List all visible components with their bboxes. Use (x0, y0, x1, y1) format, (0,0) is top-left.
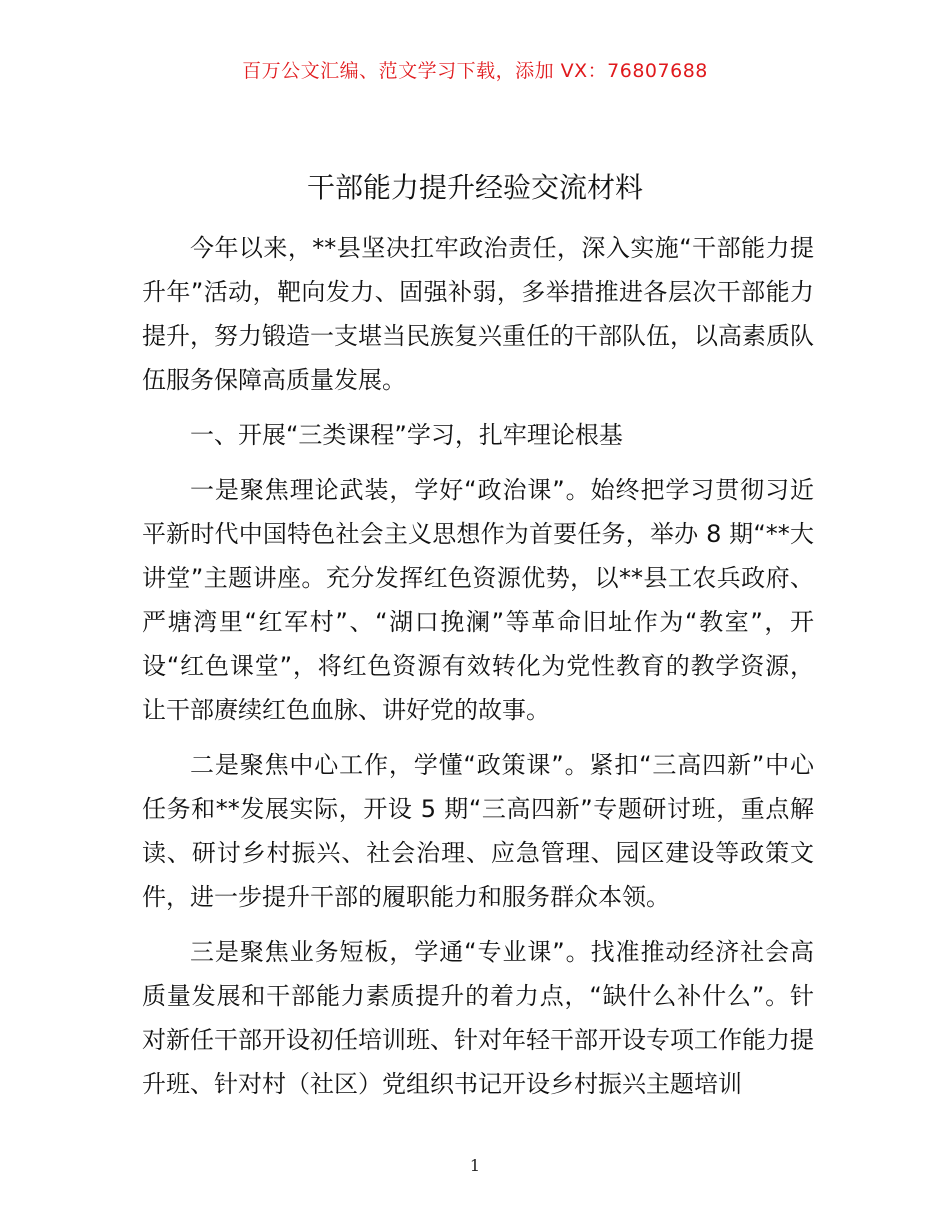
intro-paragraph: 今年以来，**县坚决扛牢政治责任，深入实施“干部能力提升年”活动，靶向发力、固强补弱，多举措推进各层次干部能力提升，努力锻造一支堪当民族复兴重任的干部队伍，以高素质队伍服务保障高质量发展。 (142, 234, 814, 394)
section-heading-1: 一、开展“三类课程”学习，扎牢理论根基 (190, 421, 623, 449)
body-paragraph-3: 三是聚焦业务短板，学通“专业课”。找准推动经济社会高质量发展和干部能力素质提升的着力点，“缺什么补什么”。针对新任干部开设初任培训班、针对年轻干部开设专项工作能力提升班、针对村（社区）党组织书记开设乡村振兴主题培训 (142, 938, 814, 1098)
document-body (142, 226, 814, 1117)
header-note: 百万公文汇编、范文学习下载，添加 VX：76807688 (242, 60, 708, 82)
body-paragraph-2: 二是聚焦中心工作，学懂“政策课”。紧扣“三高四新”中心任务和**发展实际，开设 5 期“三高四新”专题研讨班，重点解读、研讨乡村振兴、社会治理、应急管理、园区建设等政策文件，进一步提升干部的履职能力和服务群众本领。 (142, 751, 814, 911)
body-paragraph-1: 一是聚焦理论武装，学好“政治课”。始终把学习贯彻习近平新时代中国特色社会主义思想作为首要任务，举办 8 期“**大讲堂”主题讲座。充分发挥红色资源优势，以**县工农兵政府、严塘湾里“红军村”、“湖口挽澜”等革命旧址作为“教室”，开设“红色课堂”，将红色资源有效转化为党性教育的教学资源，让干部赓续红色血脉、讲好党的故事。 (142, 476, 814, 724)
document-title: 干部能力提升经验交流材料 (306, 171, 643, 204)
page-number: 1 (469, 1156, 481, 1175)
